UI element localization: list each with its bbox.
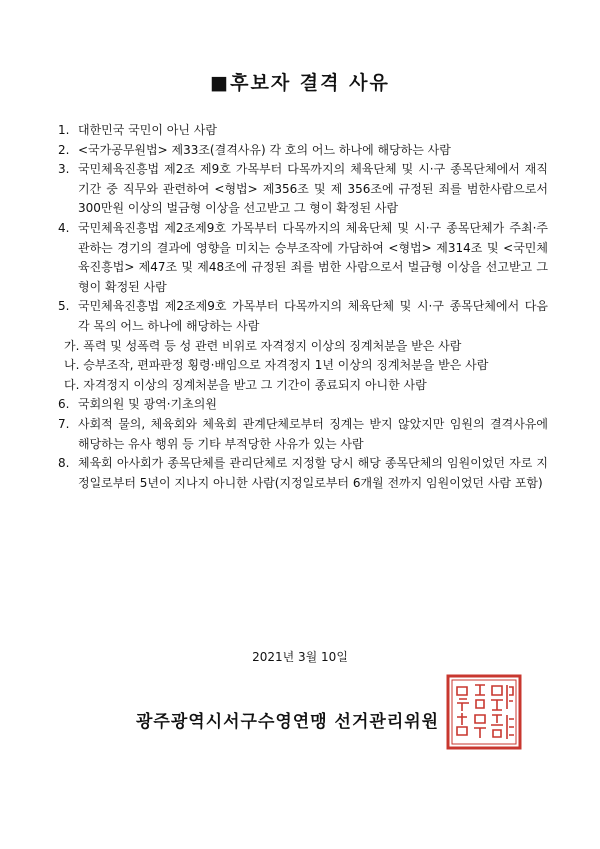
official-seal-stamp (445, 673, 523, 751)
sub-list-item: 나. 승부조작, 편파판정 횡령·배임으로 자격정지 1년 이상의 징계처분을 받은 사람 (64, 358, 489, 373)
seal-glyph-marks (457, 685, 514, 739)
disqualification-list (58, 121, 548, 493)
list-item: 1. 대한민국 국민이 아닌 사람 (58, 123, 217, 137)
list-item: 2. <국가공무원법> 제33조(결격사유) 각 호의 어느 하나에 해당하는 사람 (58, 142, 451, 157)
list-item: 7. 사회적 물의, 체육회와 체육회 관계단체로부터 징계는 받지 않았지만 임원의 결격사유에 해당하는 유사 행위 등 기타 부적당한 사유가 있는 사람 (58, 416, 548, 451)
sub-list-item: 다. 자격정지 이상의 징계처분을 받고 그 기간이 종료되지 아니한 사람 (64, 377, 427, 392)
document-title: ■후보자 결격 사유 (210, 72, 390, 94)
issuer-name: 광주광역시서구수영연맹 선거관리위원 (136, 712, 440, 732)
sub-list-item: 가. 폭력 및 성폭력 등 성 관련 비위로 자격정지 이상의 징계처분을 받은 사람 (64, 338, 462, 353)
list-item: 5. 국민체육진흥법 제2조제9호 가목부터 다목까지의 체육단체 및 시·구 종목단체에서 다음 각 목의 어느 하나에 해당하는 사람 (58, 299, 548, 333)
list-item: 4. 국민체육진흥법 제2조제9호 가목부터 다목까지의 체육단체 및 시·구 종목단체가 주최·주관하는 경기의 결과에 영향을 미치는 승부조작에 가담하여 <형법> 제314조 및 <국민체육진흥법> 제47조 및 제48조에 규정된 죄를 범한 사람으로서 벌금형 이상을 선고받고 그 형이 확정된 사람 (58, 220, 548, 294)
list-item: 6. 국회의원 및 광역·기초의원 (58, 397, 217, 412)
issue-date: 2021년 3월 10일 (252, 650, 348, 664)
list-item: 8. 체육회 아사회가 종목단체를 관리단체로 지정할 당시 해당 종목단체의 임원이었던 자로 지정일로부터 5년이 지나지 아니한 사람(지정일로부터 6개월 전까지 임원이었던 사람 포함) (58, 456, 548, 490)
list-item: 3. 국민체육진흥법 제2조 제9호 가목부터 다목까지의 체육단체 및 시·구 종목단체에서 재직기간 중 직무와 관련하여 <형법> 제356조 및 제 356조에 규정된 죄를 범한사람으로서 300만원 이상의 벌금형 이상을 선고받고 그 형이 확정된 사람 (58, 162, 548, 216)
